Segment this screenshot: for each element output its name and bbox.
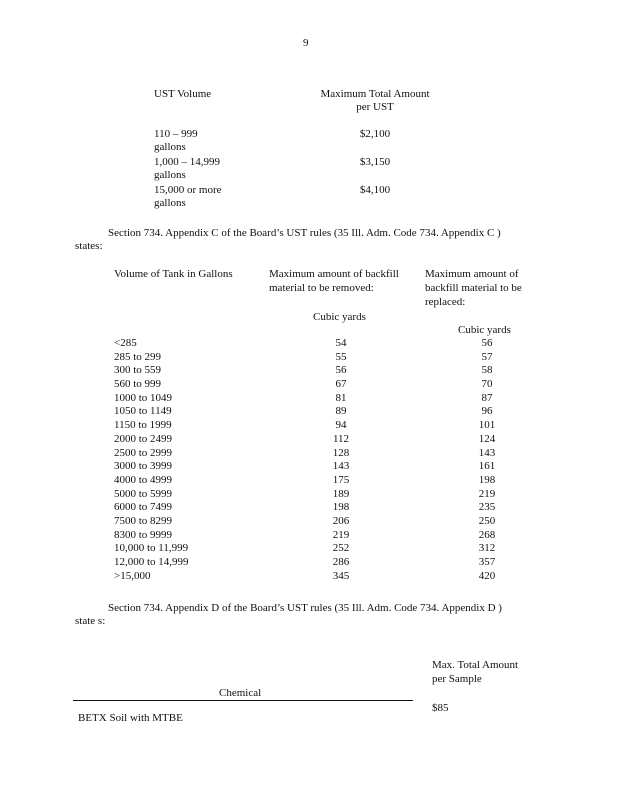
table-cell-removed: 143 <box>332 460 350 473</box>
table-cell-removed: 112 <box>332 432 350 445</box>
table-cell-tank-range: 300 to 559 <box>114 364 162 377</box>
table-cell-removed: 81 <box>335 391 347 404</box>
header-max-removed-cont: material to be removed: <box>269 282 374 294</box>
table-cell-replaced: 96 <box>481 405 493 418</box>
paragraph-appendix-c-cont: states: <box>75 240 103 252</box>
table-cell-tank-range: 2000 to 2499 <box>114 432 173 445</box>
table-row-amount: $85 <box>432 702 449 714</box>
header-per-sample: per Sample <box>432 673 482 685</box>
table-rule <box>73 700 413 701</box>
column-replaced-yards <box>472 337 502 583</box>
table-cell-removed: 67 <box>335 378 347 391</box>
table-cell-replaced: 143 <box>478 446 496 459</box>
table-row-volume: 1,000 – 14,999 <box>154 156 220 168</box>
header-max-total-amount: Maximum Total Amount <box>320 88 430 100</box>
paragraph-appendix-c: Section 734. Appendix C of the Board’s UST rules (35 Ill. Adm. Code 734. Appendix C ) <box>108 227 501 239</box>
table-row-volume-unit: gallons <box>154 197 186 209</box>
header-ust-volume: UST Volume <box>154 88 212 100</box>
table-cell-replaced: 101 <box>478 419 496 432</box>
page-number: 9 <box>303 37 309 49</box>
paragraph-appendix-d-cont: state s: <box>75 615 106 627</box>
table-row-volume: 110 – 999 <box>154 128 198 140</box>
header-max-total-amount-sample: Max. Total Amount <box>432 659 519 671</box>
table-cell-tank-range: 2500 to 2999 <box>114 446 173 459</box>
table-cell-replaced: 198 <box>478 473 496 486</box>
table-cell-replaced: 57 <box>481 350 493 363</box>
table-cell-removed: 94 <box>335 419 347 432</box>
table-cell-removed: 252 <box>332 542 350 555</box>
table-cell-removed: 175 <box>332 473 350 486</box>
table-cell-replaced: 268 <box>478 528 496 541</box>
table-cell-replaced: 161 <box>478 460 496 473</box>
table-cell-removed: 89 <box>335 405 347 418</box>
table-cell-replaced: 312 <box>478 542 496 555</box>
table-cell-tank-range: 5000 to 5999 <box>114 487 173 500</box>
table-cell-tank-range: 3000 to 3999 <box>114 460 173 473</box>
table-cell-removed: 54 <box>335 337 347 349</box>
table-cell-tank-range: 4000 to 4999 <box>114 473 173 486</box>
header-chemical: Chemical <box>219 687 262 699</box>
table-cell-tank-range: 6000 to 7499 <box>114 501 173 514</box>
table-cell-tank-range: >15,000 <box>114 569 151 582</box>
table-cell-removed: 56 <box>335 364 347 377</box>
table-cell-tank-range: 1150 to 1999 <box>114 419 172 432</box>
header-max-replaced-cont2: replaced: <box>425 296 466 308</box>
table-cell-removed: 189 <box>332 487 350 500</box>
table-cell-replaced: 235 <box>478 501 496 514</box>
column-tank-ranges <box>114 337 189 583</box>
table-cell-replaced: 124 <box>478 432 496 445</box>
table-cell-replaced: 58 <box>481 364 493 377</box>
header-per-ust: per UST <box>356 101 394 113</box>
table-row-amount: $4,100 <box>359 184 391 196</box>
table-cell-removed: 206 <box>332 514 350 527</box>
header-removed-unit: Cubic yards <box>313 311 366 323</box>
table-row-volume-unit: gallons <box>154 141 186 153</box>
table-cell-tank-range: 1050 to 1149 <box>114 405 172 418</box>
table-row-volume: 15,000 or more <box>154 184 222 196</box>
table-cell-tank-range: 1000 to 1049 <box>114 391 173 404</box>
header-max-replaced: Maximum amount of <box>425 268 519 280</box>
table-cell-replaced: 87 <box>481 391 493 404</box>
table-cell-replaced: 420 <box>478 569 496 582</box>
paragraph-appendix-d: Section 734. Appendix D of the Board’s UST rules (35 Ill. Adm. Code 734. Appendix D ) <box>108 602 502 614</box>
table-cell-tank-range: 560 to 999 <box>114 378 162 391</box>
table-row-volume-unit: gallons <box>154 169 186 181</box>
table-row-chemical: BETX Soil with MTBE <box>78 712 183 724</box>
table-cell-replaced: 250 <box>478 514 496 527</box>
table-cell-tank-range: 8300 to 9999 <box>114 528 173 541</box>
header-max-removed: Maximum amount of backfill <box>269 268 399 280</box>
column-removed-yards <box>326 337 356 583</box>
table-cell-replaced: 70 <box>481 378 493 391</box>
table-cell-replaced: 357 <box>478 556 496 568</box>
table-cell-removed: 345 <box>332 569 350 582</box>
table-cell-tank-range: 7500 to 8299 <box>114 514 173 527</box>
table-cell-removed: 286 <box>332 556 350 568</box>
table-cell-removed: 55 <box>335 350 347 363</box>
table-cell-replaced: 56 <box>481 337 493 349</box>
table-cell-tank-range: <285 <box>114 337 137 349</box>
table-cell-tank-range: 285 to 299 <box>114 350 162 363</box>
header-replaced-unit: Cubic yards <box>458 324 511 336</box>
table-cell-removed: 128 <box>332 446 350 459</box>
table-cell-tank-range: 10,000 to 11,999 <box>114 542 189 555</box>
table-row-amount: $2,100 <box>359 128 391 140</box>
table-cell-removed: 198 <box>332 501 350 514</box>
table-cell-removed: 219 <box>332 528 350 541</box>
header-max-replaced-cont: backfill material to be <box>425 282 522 294</box>
header-volume-of-tank: Volume of Tank in Gallons <box>114 268 233 280</box>
table-cell-tank-range: 12,000 to 14,999 <box>114 556 189 568</box>
table-cell-replaced: 219 <box>478 487 496 500</box>
table-row-amount: $3,150 <box>359 156 391 168</box>
